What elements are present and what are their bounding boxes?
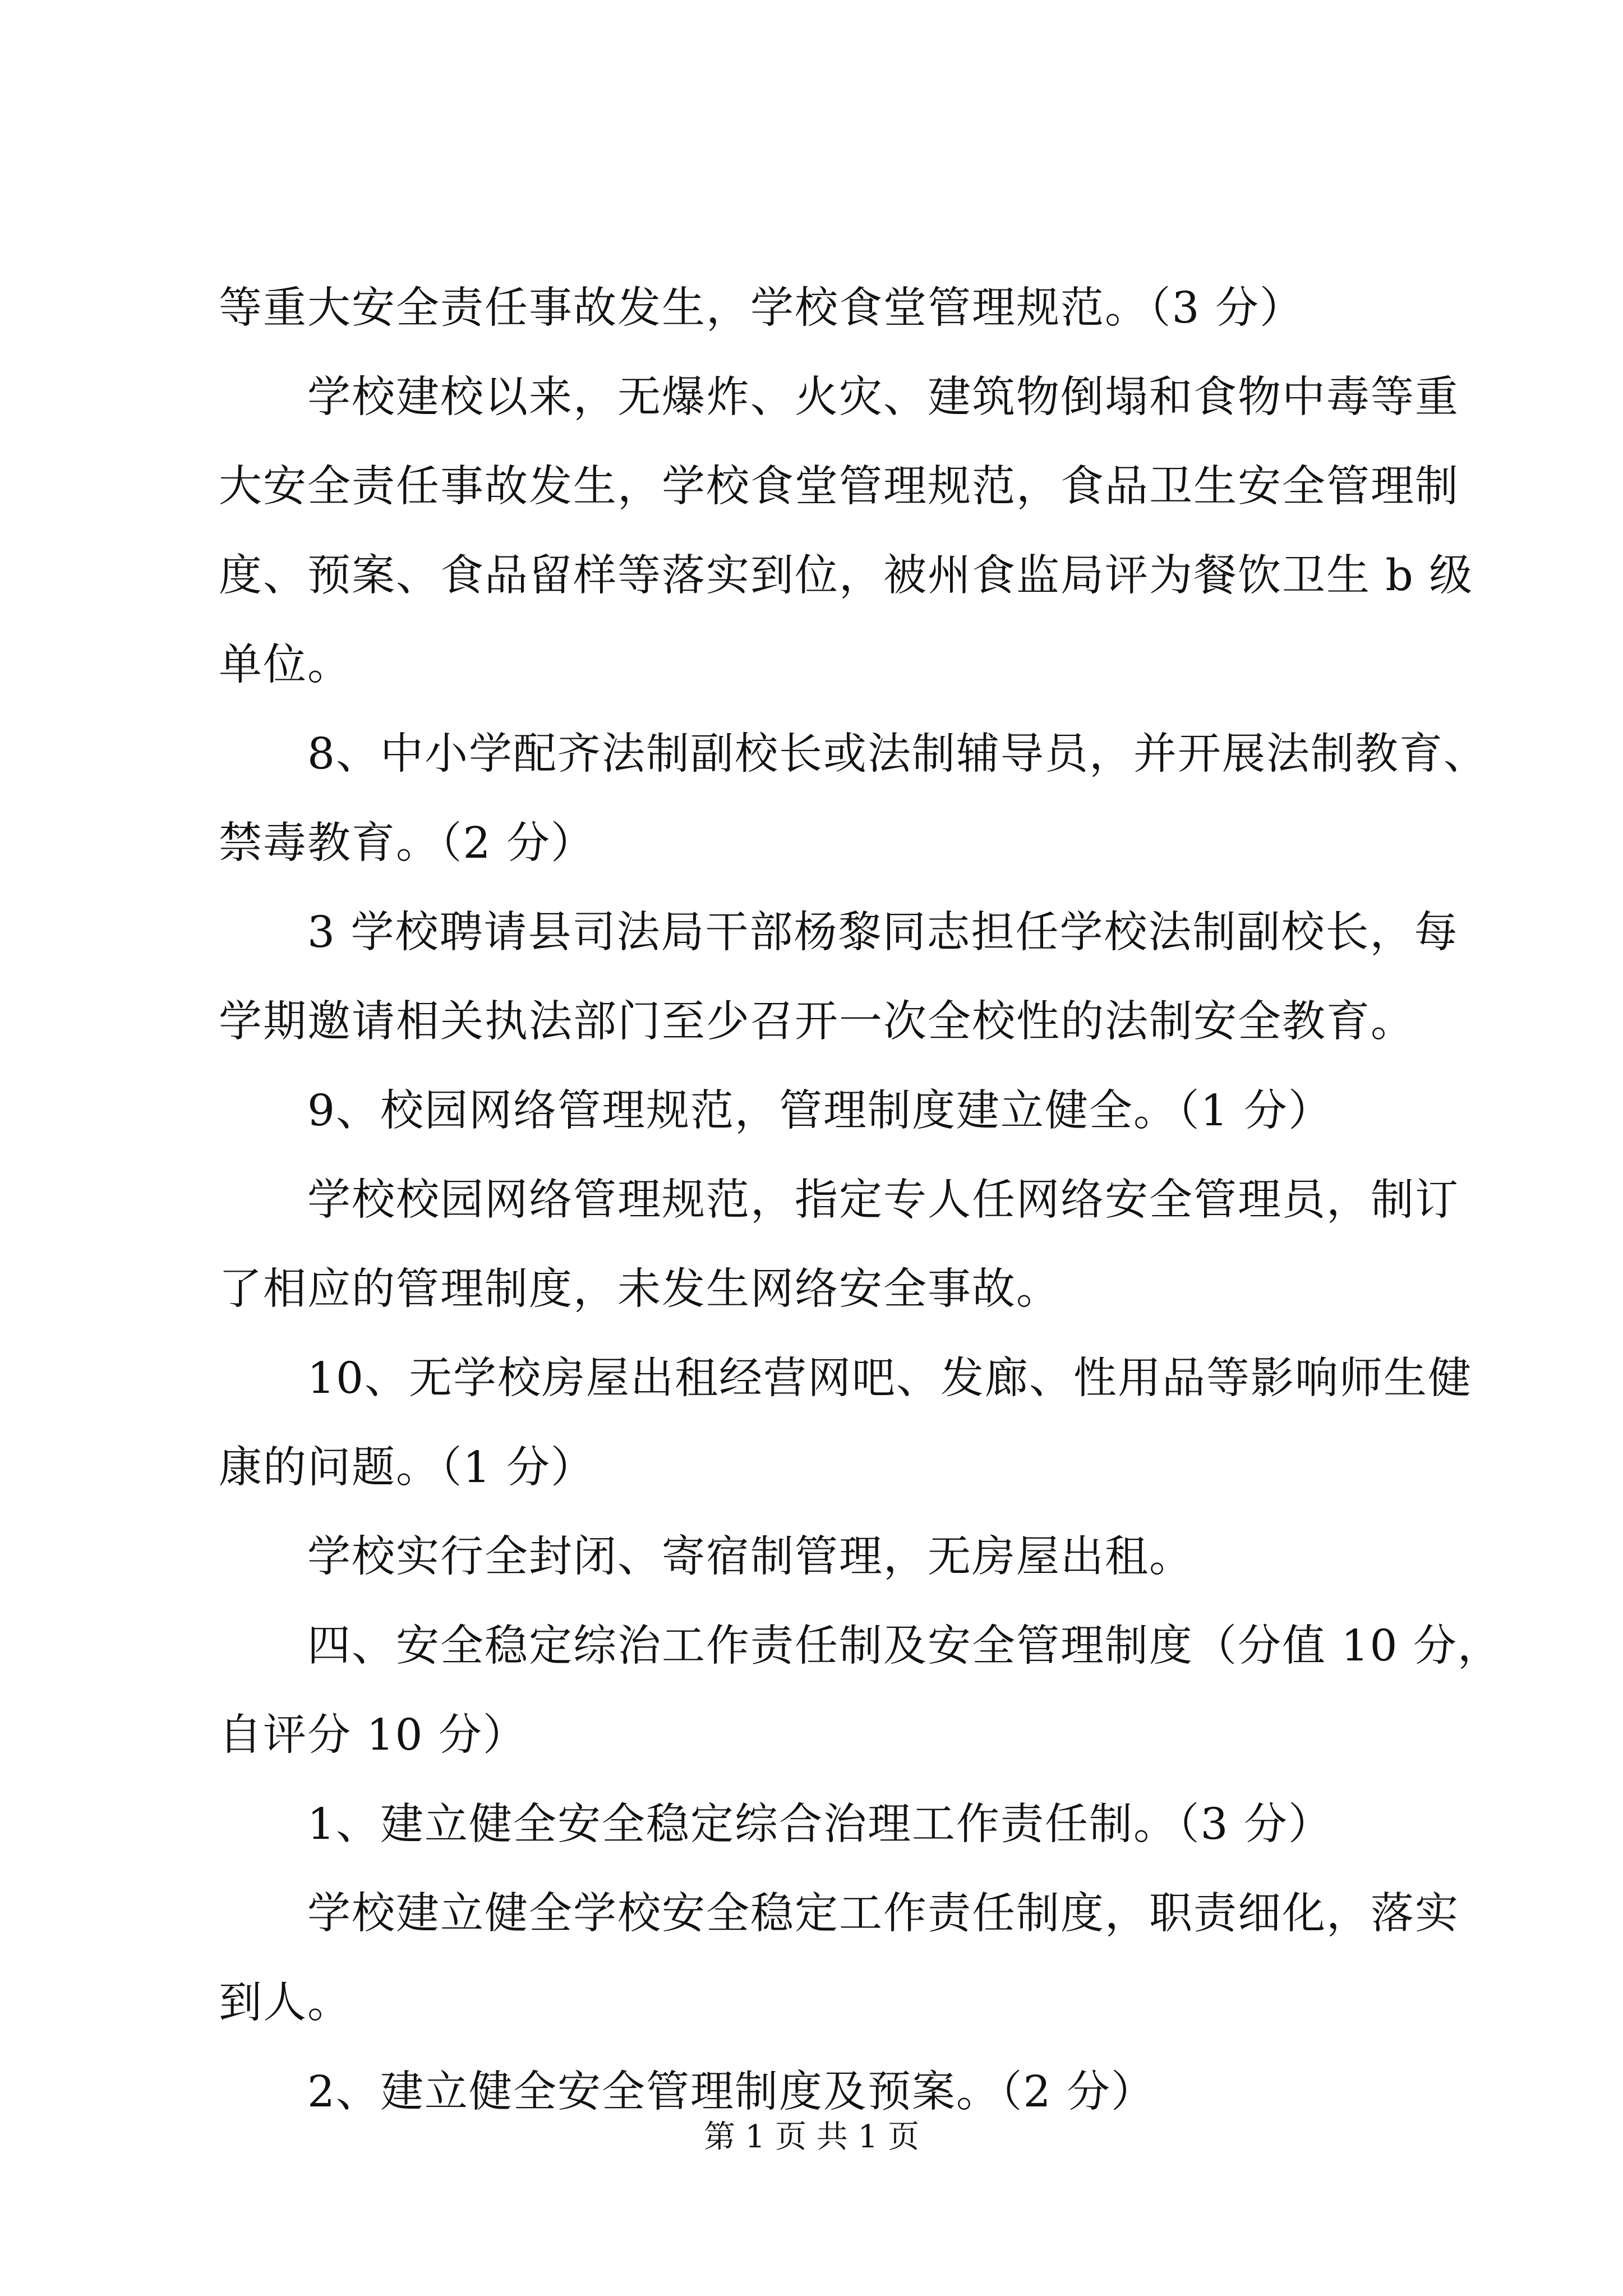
text-line: 9、校园网络管理规范，管理制度建立健全。（1 分）: [307, 1086, 1332, 1136]
text-line: 自评分 10 分）: [219, 1710, 527, 1760]
text-line: 2、建立健全安全管理制度及预案。（2 分）: [307, 2067, 1155, 2117]
text-line: 康的问题。（1 分）: [219, 1443, 595, 1493]
text-line: 学校校园网络管理规范，指定专人任网络安全管理员，制订: [307, 1175, 1459, 1225]
text-line: 大安全责任事故发生，学校食堂管理规范，食品卫生安全管理制: [219, 462, 1459, 512]
text-line: 10、无学校房屋出租经营网吧、发廊、性用品等影响师生健: [307, 1354, 1472, 1404]
text-line: 四、安全稳定综治工作责任制及安全管理制度（分值 10 分，: [307, 1621, 1502, 1671]
text-line: 单位。: [219, 640, 352, 690]
text-line: 学校建立健全学校安全稳定工作责任制度，职责细化，落实: [307, 1889, 1459, 1939]
text-line: 学校实行全封闭、寄宿制管理，无房屋出租。: [307, 1532, 1193, 1582]
text-line: 学期邀请相关执法部门至少召开一次全校性的法制安全教育。: [219, 997, 1415, 1047]
text-line: 度、预案、食品留样等落实到位，被州食监局评为餐饮卫生 b 级: [219, 551, 1474, 601]
text-line: 等重大安全责任事故发生，学校食堂管理规范。（3 分）: [219, 283, 1304, 333]
text-line: 3 学校聘请县司法局干部杨黎同志担任学校法制副校长，每: [307, 908, 1459, 958]
text-line: 到人。: [219, 1978, 352, 2028]
text-line: 1、建立健全安全稳定综合治理工作责任制。（3 分）: [307, 1800, 1332, 1849]
document-body: [219, 264, 1502, 2137]
text-line: 禁毒教育。（2 分）: [219, 818, 595, 868]
text-line: 了相应的管理制度，未发生网络安全事故。: [219, 1264, 1061, 1314]
text-line: 8、中小学配齐法制副校长或法制辅导员，并开展法制教育、: [307, 729, 1488, 779]
page-footer: 第 1 页 共 1 页: [703, 2119, 920, 2155]
text-line: 学校建校以来，无爆炸、火灾、建筑物倒塌和食物中毒等重: [307, 372, 1459, 422]
